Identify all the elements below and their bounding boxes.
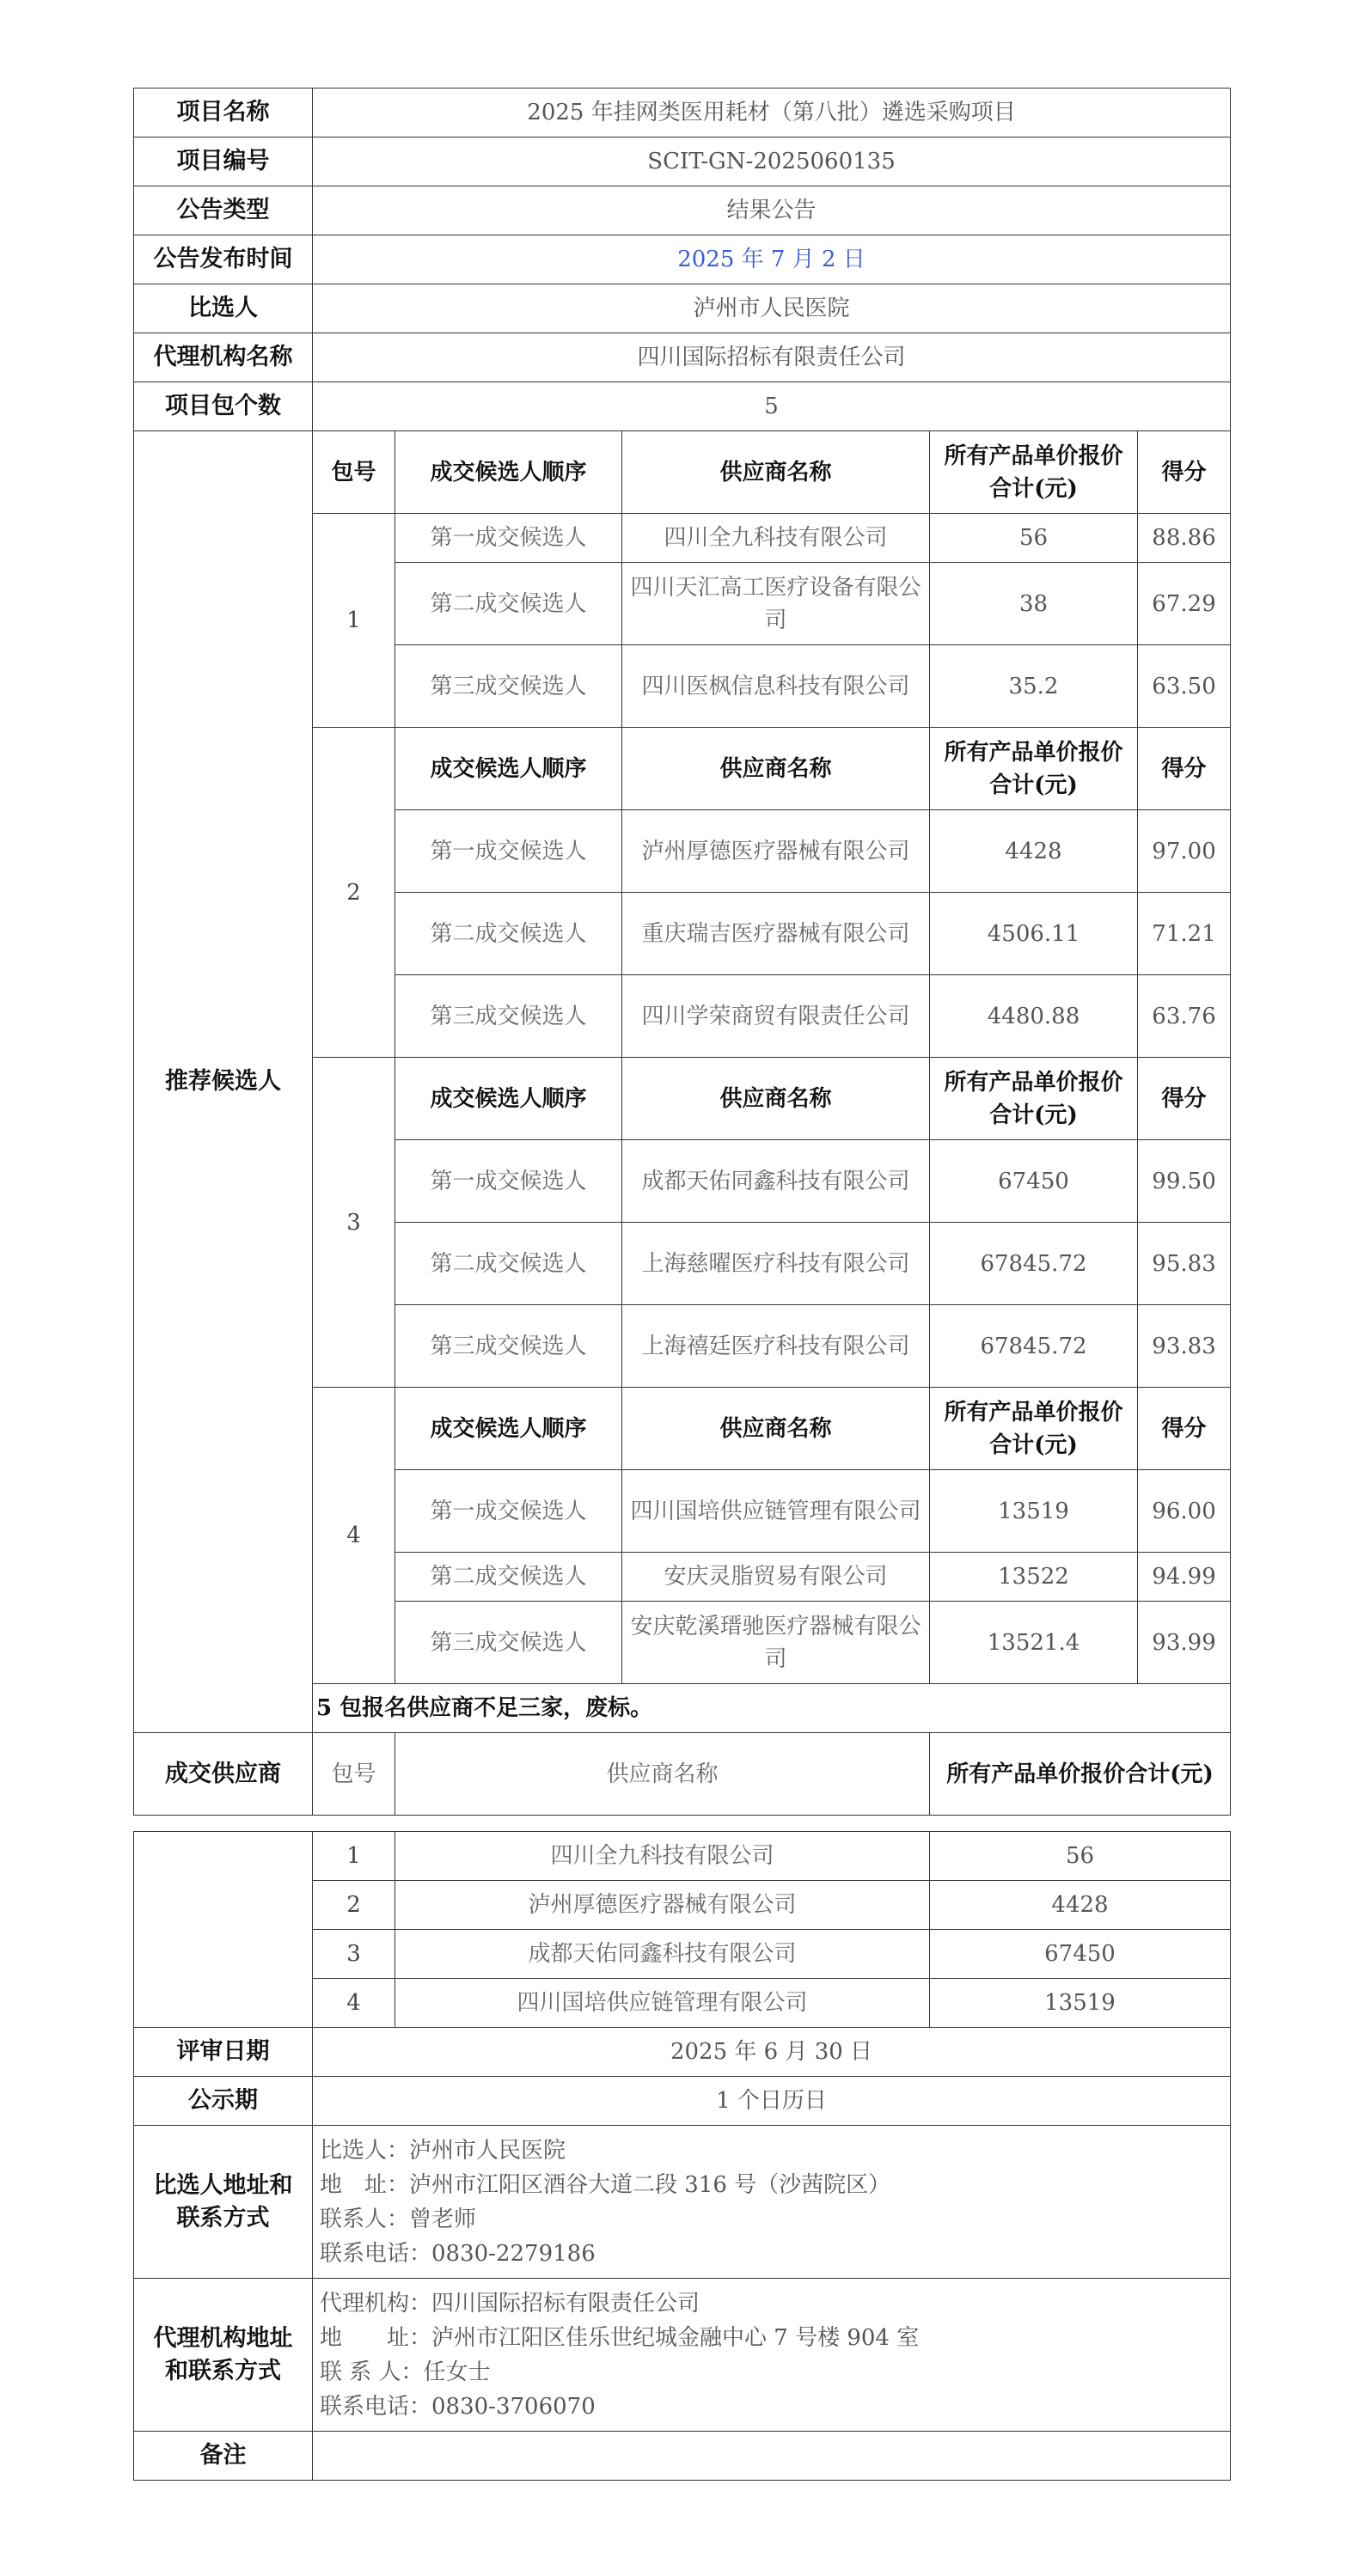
package-number: 2 bbox=[313, 728, 395, 1058]
agency-contact-label: 代理机构地址和联系方式 bbox=[134, 2279, 313, 2432]
candidate-order: 第三成交候选人 bbox=[395, 1305, 622, 1388]
remarks-label: 备注 bbox=[134, 2432, 313, 2481]
row-notice-type bbox=[134, 186, 1231, 235]
winner-supplier-name: 四川国培供应链管理有限公司 bbox=[395, 1979, 930, 2028]
row-buyer bbox=[134, 284, 1231, 333]
header-score: 得分 bbox=[1138, 1058, 1231, 1140]
row-publicity bbox=[134, 2077, 1231, 2126]
agency-name: 四川国际招标有限责任公司 bbox=[313, 333, 1231, 382]
notice-type: 结果公告 bbox=[313, 186, 1231, 235]
score: 96.00 bbox=[1138, 1470, 1231, 1553]
winner-package-number: 4 bbox=[313, 1979, 395, 2028]
package-count: 5 bbox=[313, 382, 1231, 431]
notice-type-label: 公告类型 bbox=[134, 186, 313, 235]
buyer-contact-line: 联系人：曾老师 bbox=[320, 2206, 477, 2232]
supplier-name: 四川国培供应链管理有限公司 bbox=[622, 1470, 930, 1553]
price-total: 13522 bbox=[930, 1553, 1138, 1602]
score: 88.86 bbox=[1138, 514, 1231, 563]
score: 63.50 bbox=[1138, 645, 1231, 728]
row-package-count bbox=[134, 382, 1231, 431]
publicity-label: 公示期 bbox=[134, 2077, 313, 2126]
header-supplier: 供应商名称 bbox=[622, 1058, 930, 1140]
header-score: 得分 bbox=[1138, 728, 1231, 810]
winners-blank-cell bbox=[134, 1832, 313, 2028]
winner-package-number: 1 bbox=[313, 1832, 395, 1881]
buyer-contact-block bbox=[313, 2126, 1231, 2279]
score: 97.00 bbox=[1138, 810, 1231, 893]
price-total: 4480.88 bbox=[930, 975, 1138, 1058]
agency-label: 代理机构名称 bbox=[134, 333, 313, 382]
supplier-name: 上海慈曜医疗科技有限公司 bbox=[622, 1223, 930, 1305]
score: 94.99 bbox=[1138, 1553, 1231, 1602]
header-score: 得分 bbox=[1138, 431, 1231, 514]
agency-contact-block bbox=[313, 2279, 1231, 2432]
header-price: 所有产品单价报价合计(元) bbox=[930, 431, 1138, 514]
score: 63.76 bbox=[1138, 975, 1231, 1058]
row-agency-contact bbox=[134, 2279, 1231, 2432]
buyer-contact-line: 联系电话：0830-2279186 bbox=[320, 2240, 596, 2267]
publish-time-label: 公告发布时间 bbox=[134, 235, 313, 284]
price-total: 67845.72 bbox=[930, 1305, 1138, 1388]
review-date: 2025 年 6 月 30 日 bbox=[313, 2028, 1231, 2077]
header-score: 得分 bbox=[1138, 1388, 1231, 1470]
supplier-name: 安庆乾溪瑨驰医疗器械有限公司 bbox=[622, 1602, 930, 1684]
header-supplier: 供应商名称 bbox=[622, 431, 930, 514]
candidate-order: 第一成交候选人 bbox=[395, 1140, 622, 1223]
price-total: 4428 bbox=[930, 810, 1138, 893]
winner-price: 56 bbox=[930, 1832, 1231, 1881]
candidate-order: 第一成交候选人 bbox=[395, 810, 622, 893]
score: 99.50 bbox=[1138, 1140, 1231, 1223]
buyer-contact-line: 比选人：泸州市人民医院 bbox=[320, 2137, 566, 2164]
agency-contact-line: 地 址：泸州市江阳区佳乐世纪城金融中心 7 号楼 904 室 bbox=[320, 2324, 920, 2351]
buyer-label: 比选人 bbox=[134, 284, 313, 333]
price-total: 13521.4 bbox=[930, 1602, 1138, 1684]
publish-time: 2025 年 7 月 2 日 bbox=[313, 235, 1231, 284]
candidate-order: 第三成交候选人 bbox=[395, 1602, 622, 1684]
supplier-name: 重庆瑞吉医疗器械有限公司 bbox=[622, 893, 930, 975]
candidate-order: 第二成交候选人 bbox=[395, 563, 622, 645]
winners-header-price: 所有产品单价报价合计(元) bbox=[930, 1733, 1231, 1816]
supplier-name: 成都天佑同鑫科技有限公司 bbox=[622, 1140, 930, 1223]
candidate-order: 第一成交候选人 bbox=[395, 514, 622, 563]
score: 67.29 bbox=[1138, 563, 1231, 645]
supplier-name: 泸州厚德医疗器械有限公司 bbox=[622, 810, 930, 893]
supplier-name: 四川全九科技有限公司 bbox=[622, 514, 930, 563]
supplier-name: 上海禧廷医疗科技有限公司 bbox=[622, 1305, 930, 1388]
price-total: 4506.11 bbox=[930, 893, 1138, 975]
winner-supplier-name: 泸州厚德医疗器械有限公司 bbox=[395, 1881, 930, 1930]
candidate-order: 第二成交候选人 bbox=[395, 1553, 622, 1602]
package-number: 3 bbox=[313, 1058, 395, 1388]
row-project-name bbox=[134, 89, 1231, 137]
row-project-no bbox=[134, 137, 1231, 186]
winner-price: 13519 bbox=[930, 1979, 1231, 2028]
package-number: 4 bbox=[313, 1388, 395, 1684]
winner-supplier-name: 成都天佑同鑫科技有限公司 bbox=[395, 1930, 930, 1979]
project-name-label: 项目名称 bbox=[134, 89, 313, 137]
notice-table-part2 bbox=[133, 1831, 1231, 2481]
winner-package-number: 3 bbox=[313, 1930, 395, 1979]
candidate-order: 第二成交候选人 bbox=[395, 893, 622, 975]
supplier-name: 四川天汇高工医疗设备有限公司 bbox=[622, 563, 930, 645]
header-price: 所有产品单价报价合计(元) bbox=[930, 728, 1138, 810]
header-order: 成交候选人顺序 bbox=[395, 728, 622, 810]
buyer-name: 泸州市人民医院 bbox=[313, 284, 1231, 333]
price-total: 67450 bbox=[930, 1140, 1138, 1223]
candidate-order: 第二成交候选人 bbox=[395, 1223, 622, 1305]
row-publish-time bbox=[134, 235, 1231, 284]
score: 95.83 bbox=[1138, 1223, 1231, 1305]
project-no-label: 项目编号 bbox=[134, 137, 313, 186]
table-row bbox=[134, 1832, 1231, 1881]
header-order: 成交候选人顺序 bbox=[395, 1388, 622, 1470]
remarks-value bbox=[313, 2432, 1231, 2481]
score: 93.99 bbox=[1138, 1602, 1231, 1684]
row-agency bbox=[134, 333, 1231, 382]
score: 93.83 bbox=[1138, 1305, 1231, 1388]
price-total: 35.2 bbox=[930, 645, 1138, 728]
winner-price: 4428 bbox=[930, 1881, 1231, 1930]
header-package: 包号 bbox=[313, 431, 395, 514]
package-5-note: 5 包报名供应商不足三家，废标。 bbox=[313, 1684, 1231, 1733]
winners-label: 成交供应商 bbox=[134, 1733, 313, 1816]
row-review-date bbox=[134, 2028, 1231, 2077]
header-price: 所有产品单价报价合计(元) bbox=[930, 1388, 1138, 1470]
notice-table-part1 bbox=[133, 88, 1231, 1816]
candidates-header-row bbox=[134, 431, 1231, 514]
header-price: 所有产品单价报价合计(元) bbox=[930, 1058, 1138, 1140]
header-order: 成交候选人顺序 bbox=[395, 431, 622, 514]
price-total: 56 bbox=[930, 514, 1138, 563]
project-name: 2025 年挂网类医用耗材（第八批）遴选采购项目 bbox=[313, 89, 1231, 137]
candidates-section-label: 推荐候选人 bbox=[134, 431, 313, 1733]
winners-header-package: 包号 bbox=[313, 1733, 395, 1816]
row-remarks bbox=[134, 2432, 1231, 2481]
publicity-period: 1 个日历日 bbox=[313, 2077, 1231, 2126]
agency-contact-line: 联系电话：0830-3706070 bbox=[320, 2393, 596, 2420]
buyer-contact-label: 比选人地址和联系方式 bbox=[134, 2126, 313, 2279]
supplier-name: 四川医枫信息科技有限公司 bbox=[622, 645, 930, 728]
buyer-contact-line: 地 址：泸州市江阳区酒谷大道二段 316 号（沙茜院区） bbox=[320, 2171, 891, 2198]
candidate-order: 第三成交候选人 bbox=[395, 645, 622, 728]
price-total: 38 bbox=[930, 563, 1138, 645]
supplier-name: 安庆灵脂贸易有限公司 bbox=[622, 1553, 930, 1602]
candidate-order: 第一成交候选人 bbox=[395, 1470, 622, 1553]
review-date-label: 评审日期 bbox=[134, 2028, 313, 2077]
header-supplier: 供应商名称 bbox=[622, 1388, 930, 1470]
supplier-name: 四川学荣商贸有限责任公司 bbox=[622, 975, 930, 1058]
price-total: 13519 bbox=[930, 1470, 1138, 1553]
row-buyer-contact bbox=[134, 2126, 1231, 2279]
winners-header-supplier: 供应商名称 bbox=[395, 1733, 930, 1816]
agency-contact-line: 代理机构：四川国际招标有限责任公司 bbox=[320, 2290, 700, 2317]
winners-header-row bbox=[134, 1733, 1231, 1816]
winner-supplier-name: 四川全九科技有限公司 bbox=[395, 1832, 930, 1881]
score: 71.21 bbox=[1138, 893, 1231, 975]
price-total: 67845.72 bbox=[930, 1223, 1138, 1305]
agency-contact-line: 联 系 人：任女士 bbox=[320, 2359, 491, 2385]
winner-package-number: 2 bbox=[313, 1881, 395, 1930]
candidate-order: 第三成交候选人 bbox=[395, 975, 622, 1058]
header-supplier: 供应商名称 bbox=[622, 728, 930, 810]
project-no: SCIT-GN-2025060135 bbox=[313, 137, 1231, 186]
header-order: 成交候选人顺序 bbox=[395, 1058, 622, 1140]
winner-price: 67450 bbox=[930, 1930, 1231, 1979]
package-count-label: 项目包个数 bbox=[134, 382, 313, 431]
package-number: 1 bbox=[313, 514, 395, 728]
